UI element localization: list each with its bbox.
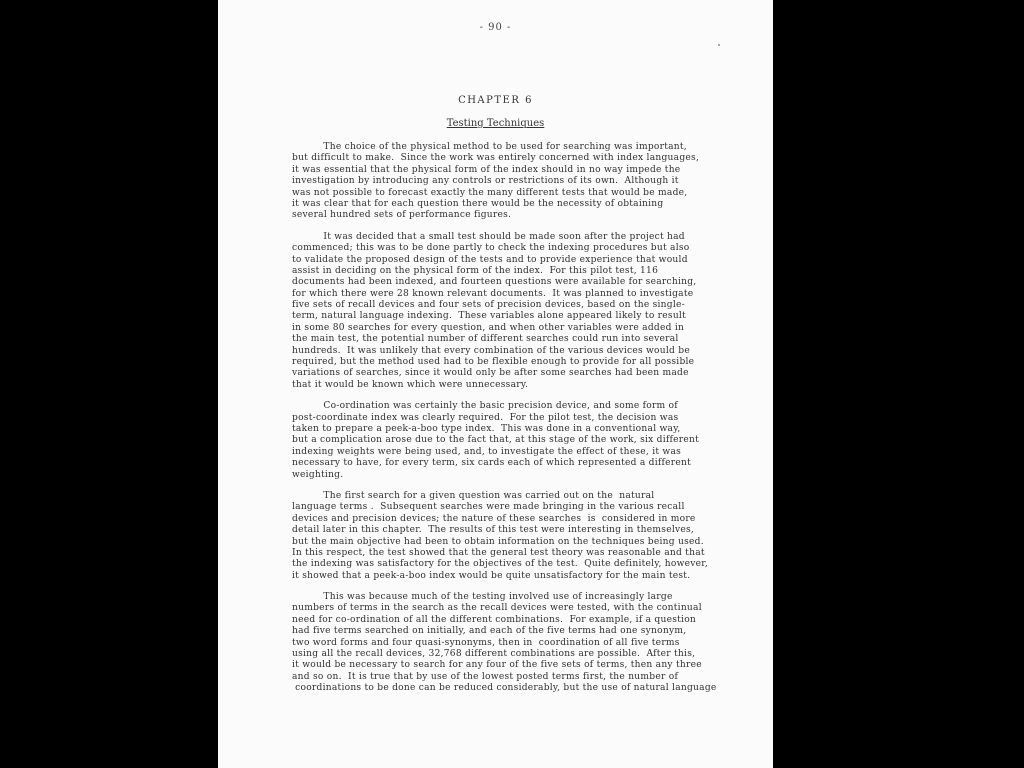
- text-line: in some 80 searches for every question, and when other variables were added in: [292, 322, 685, 333]
- text-line: term, natural language indexing. These variables alone appeared likely to result: [292, 311, 686, 322]
- text-line: it was clear that for each question there would be the necessity of obtaining: [292, 198, 664, 209]
- text-line: detail later in this chapter. The results of this test were interesting in themselves,: [292, 525, 695, 536]
- text-line: necessary to have, for every term, six cards each of which represented a different: [292, 458, 692, 469]
- text-line: it was essential that the physical form of the index should in no way impede the: [292, 164, 681, 175]
- text-line: but a complication arose due to the fact that, at this stage of the work, six different: [292, 435, 700, 446]
- text-line: numbers of terms in the search as the recall devices were tested, with the continual: [292, 603, 702, 614]
- text-line: it showed that a peek-a-boo index would be quite unsatisfactory for the main test.: [292, 570, 691, 581]
- page-number: - 90 -: [479, 22, 512, 33]
- chapter-title: [218, 118, 773, 129]
- text-line: hundreds. It was unlikely that every combination of the various devices would be: [292, 345, 690, 356]
- body-text: [292, 142, 742, 705]
- text-line: and so on. It is true that by use of the lowest posted terms first, the number of: [292, 671, 679, 682]
- text-line: devices and precision devices; the nature of these searches is considered in more: [292, 513, 696, 524]
- paragraph: [292, 401, 742, 481]
- text-line: need for co-ordination of all the different combinations. For example, if a question: [292, 614, 697, 625]
- text-line: using all the recall devices, 32,768 different combinations are possible. After this,: [292, 649, 696, 660]
- text-line: commenced; this was to be done partly to check the indexing procedures but also: [292, 243, 690, 254]
- document-page: [218, 0, 773, 768]
- text-line: weighting.: [292, 469, 344, 480]
- text-line: investigation by introducing any controls or restrictions of its own. Although it: [292, 176, 679, 187]
- text-line: variations of searches, since it would only be after some searches had been made: [292, 368, 689, 379]
- text-line: several hundred sets of performance figures.: [292, 210, 512, 221]
- text-line: coordinations to be done can be reduced considerably, but the use of natural language: [292, 683, 717, 694]
- paragraph: [292, 491, 742, 582]
- text-line: had five terms searched on initially, and each of the five terms had one synonym,: [292, 626, 687, 637]
- text-line: was not possible to forecast exactly the many different tests that would be made,: [292, 187, 688, 198]
- paragraph: [292, 142, 742, 222]
- text-line: but the main objective had been to obtain information on the techniques being used.: [292, 536, 704, 547]
- text-line: that it would be known which were unnecessary.: [292, 379, 529, 390]
- text-line: This was because much of the testing involved use of increasingly large: [292, 592, 673, 603]
- chapter-label: CHAPTER 6: [458, 95, 533, 106]
- text-line: the main test, the potential number of different searches could run into several: [292, 334, 679, 345]
- text-line: The first search for a given question was carried out on the natural: [292, 490, 655, 501]
- text-line: documents had been indexed, and fourteen questions were available for searching,: [292, 277, 697, 288]
- text-line: it would be necessary to search for any four of the five sets of terms, then any three: [292, 660, 702, 671]
- scan-speck: [718, 44, 720, 46]
- paragraph: [292, 232, 742, 391]
- text-line: taken to prepare a peek-a-boo type index. This was done in a conventional way,: [292, 423, 681, 434]
- text-line: The choice of the physical method to be used for searching was important,: [292, 142, 687, 152]
- paragraph: [292, 592, 742, 695]
- chapter-title-text: Testing Techniques: [446, 118, 545, 129]
- text-line: language terms . Subsequent searches were made bringing in the various recall: [292, 502, 685, 513]
- text-line: two word forms and four quasi-synonyms, then in coordination of all five terms: [292, 637, 680, 648]
- text-line: post-coordinate index was clearly required. For the pilot test, the decision was: [292, 412, 679, 423]
- text-line: assist in deciding on the physical form of the index. For this pilot test, 116: [292, 265, 659, 276]
- text-line: Co-ordination was certainly the basic precision device, and some form of: [292, 401, 678, 412]
- text-line: but difficult to make. Since the work was entirely concerned with index languages,: [292, 153, 700, 164]
- text-line: five sets of recall devices and four sets of precision devices, based on the single-: [292, 300, 685, 311]
- text-line: In this respect, the test showed that the general test theory was reasonable and that: [292, 547, 705, 558]
- text-line: It was decided that a small test should be made soon after the project had: [292, 231, 685, 242]
- text-line: indexing weights were being used, and, to investigate the effect of these, it was: [292, 446, 682, 457]
- text-line: the indexing was satisfactory for the objectives of the test. Quite definitely, however,: [292, 559, 709, 570]
- text-line: to validate the proposed design of the tests and to provide experience that would: [292, 254, 688, 265]
- text-line: required, but the method used had to be flexible enough to provide for all possible: [292, 357, 695, 368]
- text-line: for which there were 28 known relevant documents. It was planned to investigate: [292, 288, 694, 299]
